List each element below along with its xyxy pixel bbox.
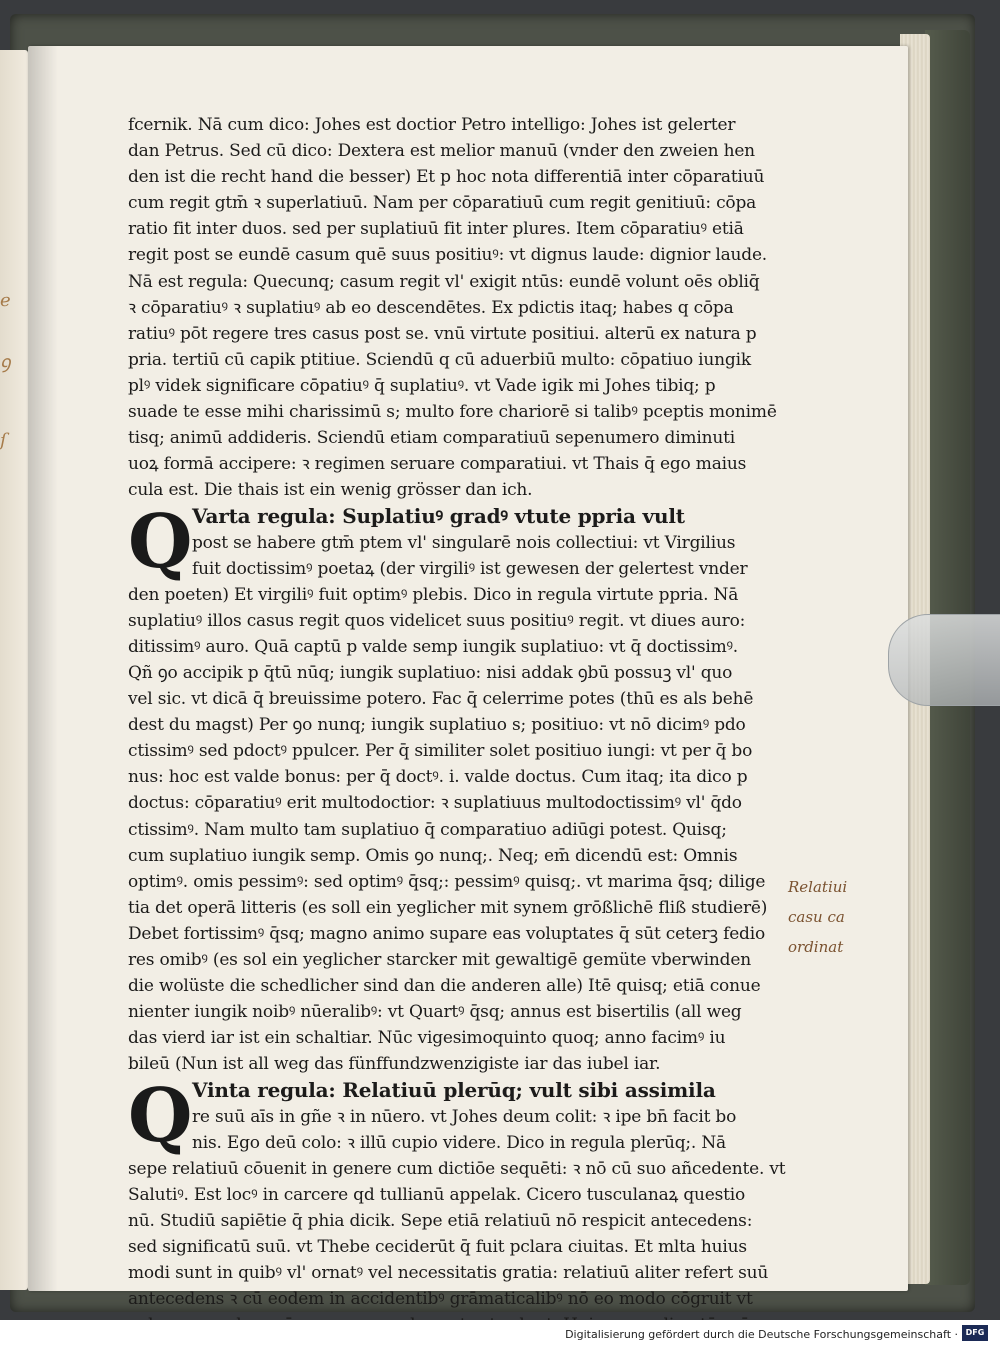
text-line: nienter iungik noibꝰ nūeralibꝰ: vt Quartꝰ q̄sq; annus est bisertilis (all weg (128, 1002, 742, 1023)
text-line: ratio fit inter duos. sed per suplatiuū fit inter plures. Item cōparatiuꝰ etiā (128, 219, 744, 240)
paragraph-quinta-regula (128, 1073, 788, 1338)
text-line: ctissimꝰ sed pdoctꝰ ppulcer. Per q̄ similiter solet positiuo iungi: vt per q̄ bo (128, 741, 753, 762)
text-line: cula est. Die thais ist ein wenig grösser dan ich. (128, 480, 533, 501)
text-line: res omibꝰ (es sol ein yeglicher starcker mit gewaltigē gemüte vberwinden (128, 950, 751, 970)
paragraph-quarta-regula (128, 499, 788, 1077)
margin-note-left: ſ (0, 430, 7, 451)
margin-note-line: casu ca (788, 908, 845, 926)
text-line: das vierd iar ist ein schaltiar. Nūc vigesimoquinto quoq; anno facimꝰ iu (128, 1028, 726, 1049)
paragraph-top (128, 112, 788, 503)
text-line: den ist die recht hand die besser) Et p hoc nota differentiā inter cōparatiuū (128, 167, 765, 188)
text-line: uoꝝ formā accipere: ꝛ regimen seruare comparatiui. vt Thais q̄ ego maius (128, 454, 747, 475)
page-clip (888, 614, 1000, 706)
text-line: Qñ ꝯo accipik p q̄tū nūq; iungik suplatiuo: nisi addak ꝯbū possuꝫ vl' quo (128, 662, 733, 683)
text-line: ditissimꝰ auro. Quā captū p valde semp iungik suplatiuo: vt q̄ doctissimꝰ. (128, 636, 738, 657)
text-line: tia det operā litteris (es soll ein yeglicher mit synem grōßlichē fliß studierē) (128, 897, 768, 918)
margin-note-line: ordinat (788, 938, 844, 956)
facing-page (0, 50, 28, 1290)
text-line: post se habere gtm̄ ptem vl' singularē nois collectiui: vt Virgilius (192, 532, 736, 553)
text-line: fcernik. Nā cum dico: Johes est doctior Petro intelligo: Johes ist gelerter (128, 115, 736, 135)
initial-letter: Q (128, 1073, 193, 1160)
page-text (128, 112, 788, 1338)
text-line: ꝛ cōparatiuꝰ ꝛ suplatiuꝰ ab eo descendētes. Ex pdictis itaq; habes q cōpa (128, 297, 734, 318)
margin-note-left: ꝯ (0, 352, 11, 373)
text-line: regit post se eundē casum quē suus positiuꝰ: vt dignus laude: dignior laude. (128, 245, 768, 266)
text-line: dest du magst) Per ꝯo nunq; iungik suplatiuo s; positiuo: vt nō dicimꝰ pdo (128, 715, 746, 736)
text-line: Debet fortissimꝰ q̄sq; magno animo supare eas voluptates q̄ sūt ceterꝫ fedio (128, 923, 766, 944)
text-line: Salutiꝰ. Est locꝰ in carcere qd tullianū appelak. Cicero tusculanaꝝ questio (128, 1184, 746, 1205)
handwritten-margin-note (788, 872, 908, 962)
text-line: fuit doctissimꝰ poetaꝝ (der virgiliꝰ ist gewesen der gelertest vnder (192, 558, 748, 579)
rule-heading: Varta regula: Suplatiuꝰ gradꝰ vtute ppria vult (192, 504, 685, 529)
text-line: bileū (Nun ist all weg das fünffundzwenzigiste iar das iubel iar. (128, 1054, 661, 1075)
margin-note-left: e (0, 290, 11, 311)
text-line: die wolüste die schedlicher sind dan die anderen alle) Itē quisq; etiā conue (128, 976, 761, 997)
text-line: den poeten) Et virgiliꝰ fuit optimꝰ plebis. Dico in regula virtute ppria. Nā (128, 584, 739, 605)
text-line: plꝰ videk significare cōpatiuꝰ q̄ suplatiuꝰ. vt Vade igik mi Johes tibiq; p (128, 375, 716, 396)
text-line: dan Petrus. Sed cū dico: Dextera est melior manuū (vnder den zweien hen (128, 141, 755, 162)
text-line: vel sic. vt dicā q̄ breuissime potero. Fac q̄ celerrime potes (thū es als behē (128, 689, 754, 710)
text-line: modi sunt in quibꝰ vl' ornatꝰ vel necessitatis gratia: relatiuū aliter refert suū (128, 1263, 769, 1284)
text-line: nis. Ego deū colo: ꝛ illū cupio videre. Dico in regula plerūq;. Nā (192, 1132, 726, 1153)
rule-heading: Vinta regula: Relatiuū plerūq; vult sibi assimila (192, 1078, 716, 1103)
text-line: sed significatū suū. vt Thebe ceciderūt q̄ fuit pclara ciuitas. Et mlta huius (128, 1237, 747, 1258)
text-line: cum regit gtm̄ ꝛ superlatiuū. Nam per cōparatiuū cum regit genitiuū: cōpa (128, 193, 757, 214)
text-line: nū. Studiū sapiētie q̄ phia dicik. Sepe etiā relatiuū nō respicit antecedens: (128, 1210, 753, 1231)
text-line: re suū aīs in gñe ꝛ in nūero. vt Johes deum colit: ꝛ ipe bn̄ facit bo (192, 1106, 737, 1127)
text-line: Nā est regula: Quecunq; casum regit vl' exigit ntūs: eundē volunt oēs obliq̄ (128, 271, 760, 292)
margin-note-line: Relatiui (788, 878, 848, 896)
text-line: sepe relatiuū cōuenit in genere cum dictiōe sequēti: ꝛ nō cū suo añcedente. vt (128, 1158, 786, 1179)
text-line: ctissimꝰ. Nam multo tam suplatiuo q̄ comparatiuo adiūgi potest. Quisq; (128, 819, 727, 840)
gutter-shadow (28, 46, 58, 1291)
initial-letter: Q (128, 499, 193, 586)
dfg-logo: DFG (962, 1325, 988, 1341)
text-line: optimꝰ. omis pessimꝰ: sed optimꝰ q̄sq;: pessimꝰ quisq;. vt marima q̄sq; dilige (128, 871, 766, 892)
text-line: suplatiuꝰ illos casus regit quos videlicet suus positiuꝰ regit. vt diues auro: (128, 610, 746, 631)
text-line: cum suplatiuo iungik semp. Omis ꝯo nunq;. Neq; em̄ dicendū est: Omnis (128, 845, 738, 866)
text-line: pria. tertiū cū capik ptitiue. Sciendū q cū aduerbiū multo: cōpatiuo iungik (128, 349, 751, 370)
text-line: doctus: cōparatiuꝰ erit multodoctior: ꝛ suplatiuus multodoctissimꝰ vl' q̄do (128, 793, 742, 814)
text-line: nus: hoc est valde bonus: per q̄ doctꝰ. i. valde doctus. Cum itaq; ita dico p (128, 767, 748, 788)
text-line: tisq; animū addideris. Sciendū etiam comparatiuū sepenumero diminuti (128, 428, 735, 449)
text-line: suade te esse mihi charissimū s; multo fore chariorē si talibꝰ pceptis monimē (128, 402, 777, 423)
text-line: antecedens ꝛ cū eodem in accidentibꝰ grāmaticalibꝰ nō eo modo cōgruit vt (128, 1289, 753, 1310)
text-line: ratiuꝰ pōt regere tres casus post se. vnū virtute positiui. alterū ex natura p (128, 323, 757, 344)
funding-credit: Digitalisierung gefördert durch die Deutsche Forschungsgemeinschaft · (565, 1328, 958, 1341)
